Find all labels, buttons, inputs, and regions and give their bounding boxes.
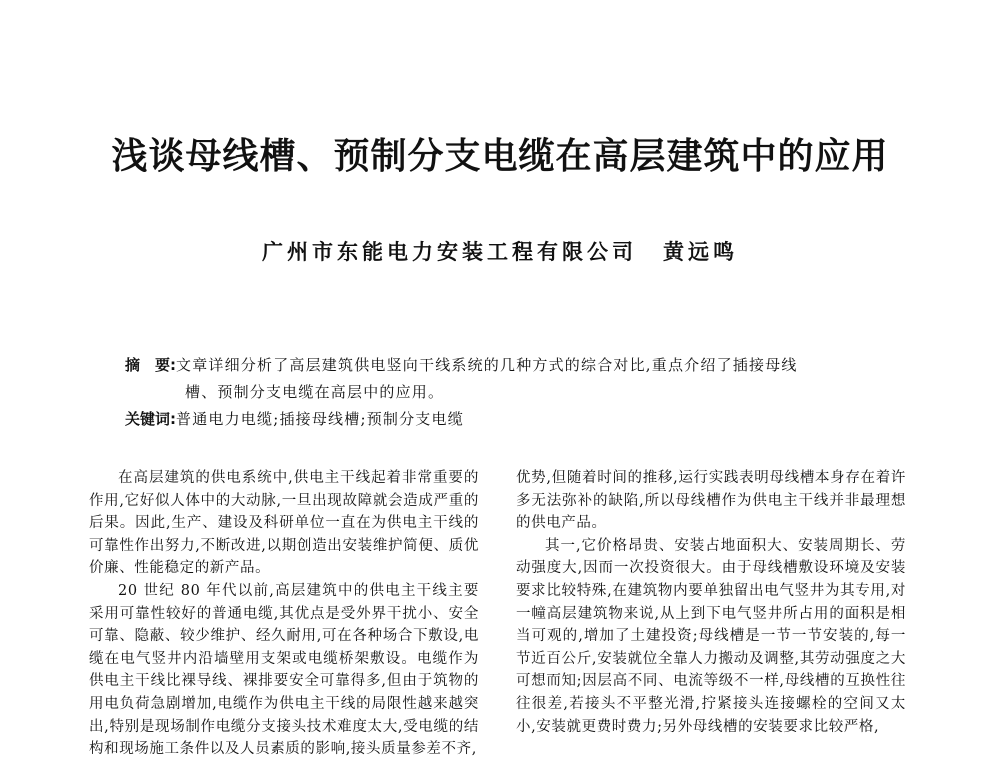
paragraph: 20 世纪 80 年代以前,高层建筑中的供电主干线主要采用可靠性较好的普通电缆,其优点是受外界干扰小、安全可靠、隐蔽、较少维护、经久耐用,可在各种场合下敷设,电缆在电气竖井内沿墙壁用支架或电缆桥架敷设。电缆作为供电主干线比裸导线、裸排要安全可靠得多,但由于筑物的用电负荷急剧增加,电缆作为供电主干线的局限性越来越突出,特别是现场制作电缆分支接头技术难度太大,受电缆的结构和现场施工条件以及人员素质的影响,接头质量参差不齐,: [89, 582, 479, 758]
abstract-text-2: 槽、预制分支电缆在高层中的应用。: [185, 383, 445, 401]
abstract-label: 摘 要:: [125, 356, 176, 374]
body-column-left: [89, 467, 479, 761]
abstract-block: [125, 352, 905, 433]
abstract-text-1: 文章详细分析了高层建筑供电竖向干线系统的几种方式的综合对比,重点介绍了插接母线: [176, 356, 798, 374]
keywords-label: 关键词:: [125, 410, 176, 428]
paragraph: 优势,但随着时间的推移,运行实践表明母线槽本身存在着许多无法弥补的缺陷,所以母线槽作为供电主干线并非最理想的供电产品。: [516, 470, 906, 532]
author-name: 黄远鸣: [663, 239, 738, 264]
abstract-line-1: [125, 352, 905, 379]
paragraph: 在高层建筑的供电系统中,供电主干线起着非常重要的作用,它好似人体中的大动脉,一旦出现故障就会造成严重的后果。因此,生产、建设及科研单位一直在为供电主干线的可靠性作出努力,不断改进,以期创造出安装维护简便、质优价廉、性能稳定的新产品。: [89, 470, 479, 577]
keywords-line: [125, 406, 905, 433]
byline: [0, 236, 1000, 266]
paper-title: 浅谈母线槽、预制分支电缆在高层建筑中的应用: [111, 135, 889, 177]
paragraph: 其一,它价格昂贵、安装占地面积大、安装周期长、劳动强度大,因而一次投资很大。由于母线槽敷设环境及安装要求比较特殊,在建筑物内要单独留出电气竖井为其专用,对一幢高层建筑物来说,从上到下电气竖井所占用的面积是相当可观的,增加了土建投资;母线槽是一节一节安装的,每一节近百公斤,安装就位全靠人力搬动及调整,其劳动强度之大可想而知;因层高不同、电流等级不一样,母线槽的互换性往往很差,若接头不平整光滑,拧紧接头连接螺栓的空间又太小,安装就更费时费力;另外母线槽的安装要求比较严格,: [516, 537, 906, 735]
keywords-text: 普通电力电缆;插接母线槽;预制分支电缆: [176, 410, 464, 428]
body-column-right: [516, 467, 906, 738]
author-organization: 广州市东能电力安装工程有限公司: [262, 239, 637, 264]
